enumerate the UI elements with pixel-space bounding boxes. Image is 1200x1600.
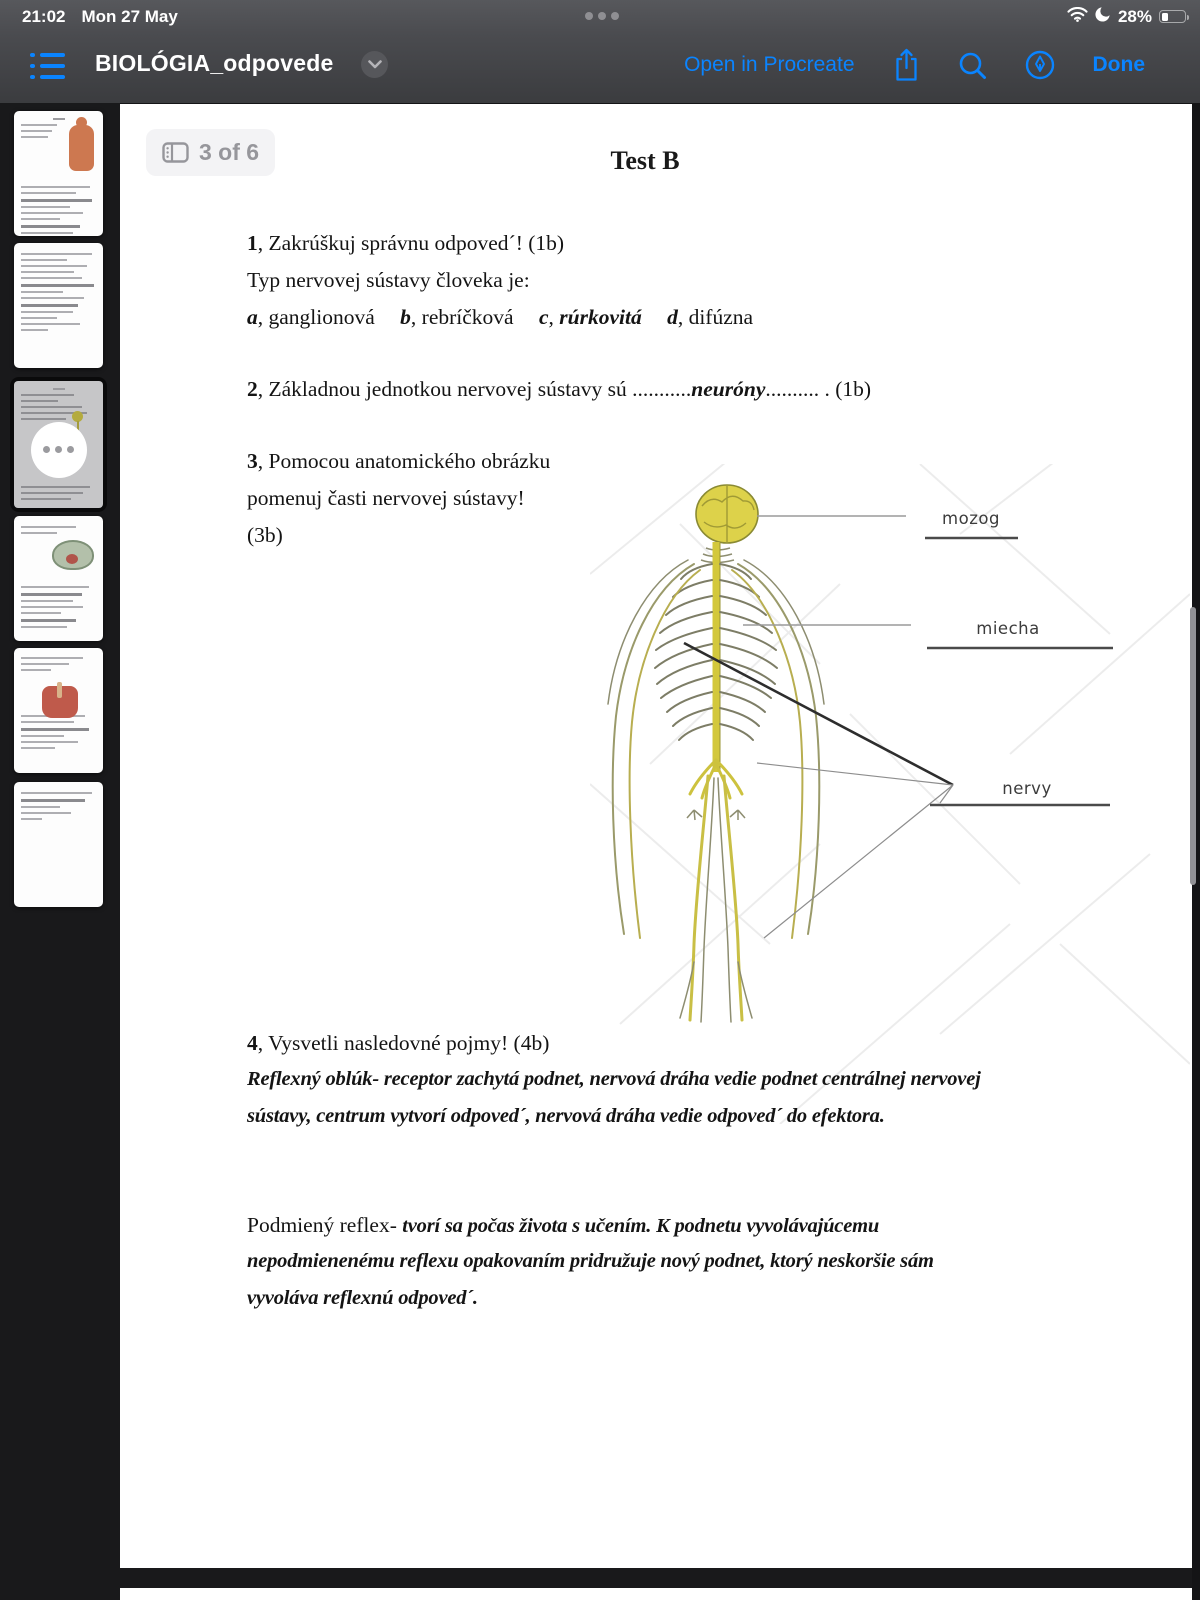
test-title: Test B [610,146,680,175]
option-c-separator: , [548,305,560,329]
q4-answer-line2: sústavy, centrum vytvorí odpoved´, nervová dráha vedie odpoved´ do efektora. [247,1105,885,1127]
scrollbar[interactable] [1190,607,1196,885]
option-b-text: , rebríčková [410,305,514,329]
q2-pre: , Základnou jednotkou nervovej sústavy sú ........... [257,377,692,401]
wifi-icon [1067,7,1088,27]
q2-answer: neuróny [691,377,766,401]
label-nervy: nervy [1002,779,1052,798]
share-icon[interactable] [893,48,920,82]
option-a-text: , ganglionová [257,305,375,329]
q4-number: 4 [247,1031,258,1055]
thumb1-anatomy-image [69,125,94,171]
thumb3-figure [72,411,83,422]
status-time: 21:02 [22,7,66,26]
q2-post: .......... . (1b) [765,377,872,401]
q1-text: , Zakrúškuj správnu odpoved´! (1b) [257,231,565,255]
page-indicator-button[interactable] [146,129,275,176]
q1-number: 1 [247,231,258,255]
q3-number: 3 [247,449,258,473]
question-4-heading [247,1031,549,1056]
thumbnail-page-5[interactable] [14,648,103,773]
question-3-line2: pomenuj časti nervovej sústavy! [247,486,525,510]
option-d-text: , difúzna [677,305,754,329]
markup-icon[interactable] [1025,50,1055,80]
do-not-disturb-moon-icon [1095,6,1111,27]
open-in-procreate-button[interactable]: Open in Procreate [684,53,855,76]
top-bar [0,0,1200,103]
next-page-top-edge [120,1588,1192,1600]
battery-percent: 28% [1117,6,1152,26]
q2-number: 2 [247,377,258,401]
label-mozog: mozog [942,509,1000,528]
q4-answer-line1: Reflexný oblúk- receptor zachytá podnet, nervová dráha vedie podnet centrálnej nervovej [247,1068,981,1090]
question-3-points: (3b) [247,523,283,547]
thumb3-loading-dots [31,422,87,478]
status-bar-left [22,7,178,27]
q5-term: Podmiený reflex- [247,1213,403,1237]
q4-text: , Vysvetli nasledovné pojmy! (4b) [257,1031,550,1055]
option-b-letter: b [400,305,411,329]
q5-answer-line2: nepodmienenému reflexu opakovaním pridružuje nový podnet, ktorý neskoršie sám [247,1250,934,1272]
chevron-down-icon [368,60,382,69]
option-a-letter: a [247,305,258,329]
thumb5-lungs-image [42,686,78,718]
option-d-letter: d [667,305,678,329]
option-c-answer: rúrkovitá [559,305,642,329]
document-page [120,104,1192,1568]
thumbnail-list-icon[interactable] [30,50,66,82]
question-3-line1 [247,449,550,474]
thumbnail-page-1[interactable] [14,111,103,236]
thumbnail-page-2[interactable] [14,243,103,368]
navigation-bar [0,38,1200,98]
q5-answer-line3: vyvoláva reflexnú odpoved´. [247,1287,478,1309]
option-c-letter: c [538,305,549,329]
thumbnail-page-4[interactable] [14,516,103,641]
question-2 [247,377,871,402]
thumbnail-page-3-selected[interactable] [10,377,107,512]
search-icon[interactable] [958,51,987,80]
q5-answer-part1: tvorí sa počas života s učením. K podnetu vyvolávajúcemu [402,1215,880,1237]
title-chevron-button[interactable] [361,51,388,78]
q3-text1: , Pomocou anatomického obrázku [257,449,551,473]
sidebar-icon [162,142,189,163]
thumbnail-sidebar[interactable] [0,103,120,1600]
question-1-options [247,305,773,330]
thumb4-brain-image [52,540,94,570]
question-1-heading [247,231,564,256]
document-title: BIOLÓGIA_odpovede [95,50,334,76]
status-bar-right [1067,6,1186,27]
done-button[interactable]: Done [1092,53,1145,76]
battery-icon [1159,10,1186,23]
page-indicator-label: 3 of 6 [199,139,260,165]
status-date: Mon 27 May [81,7,178,26]
label-miecha: miecha [976,619,1040,638]
q5-line1 [247,1213,879,1238]
nervous-system-figure [590,464,1190,1124]
status-dots [585,12,619,20]
page-separator [120,1568,1192,1588]
thumbnail-page-6[interactable] [14,782,103,907]
question-1-prompt: Typ nervovej sústavy človeka je: [247,268,530,292]
